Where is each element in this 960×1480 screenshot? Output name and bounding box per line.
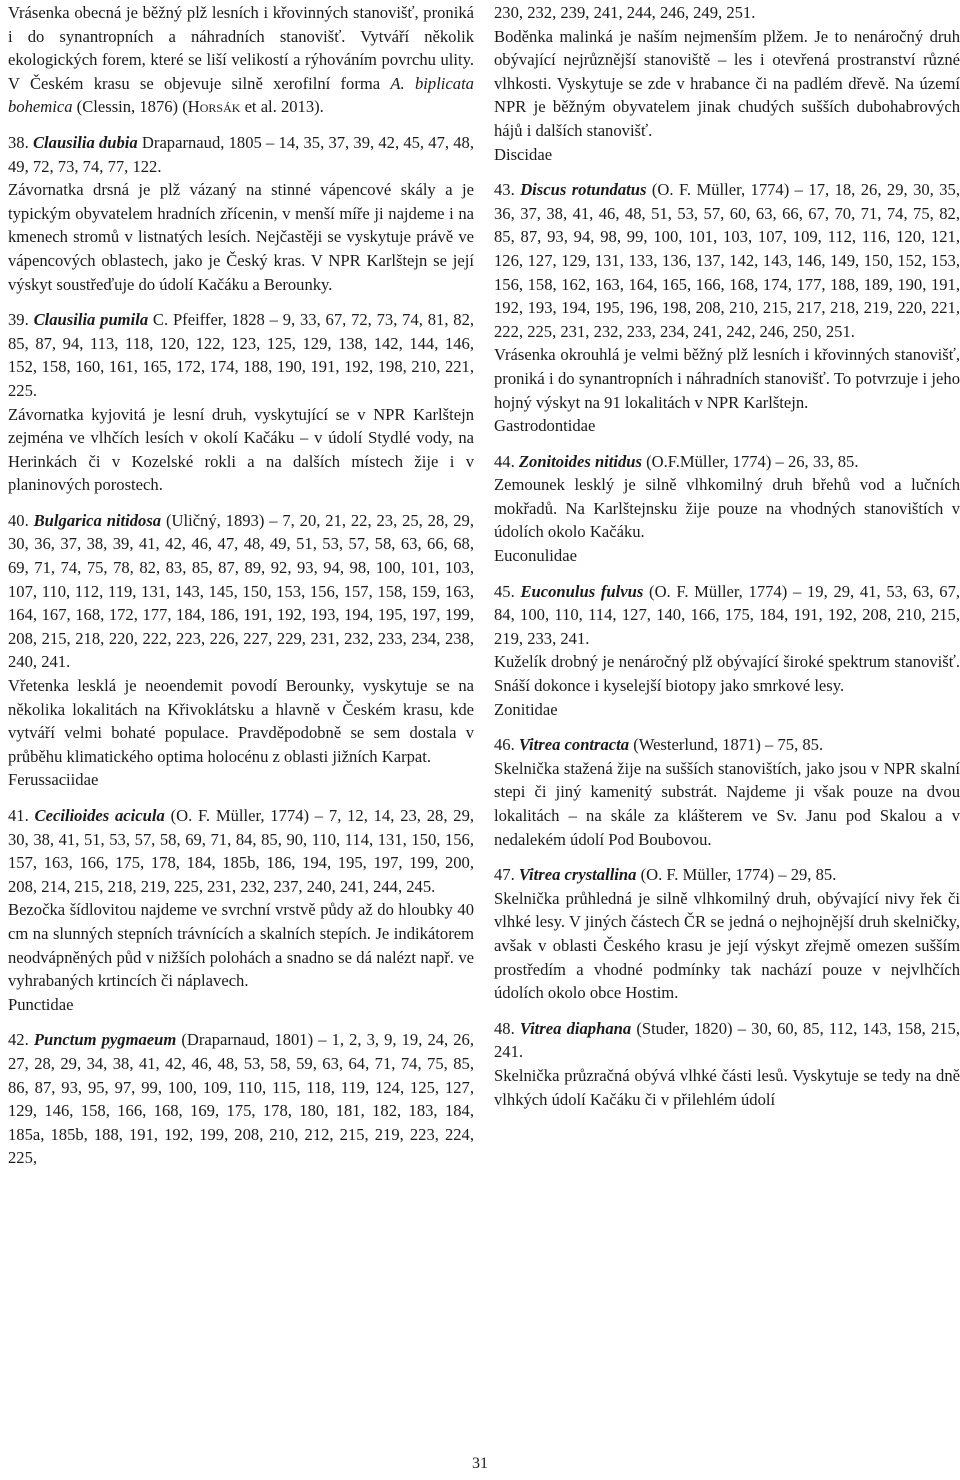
- species-localities: C. Pfeiffer, 1828 – 9, 33, 67, 72, 73, 74, 81, 82, 85, 87, 94, 113, 118, 120, 122, 123, 125, 129, 138, 142, 144, 146, 152, 158, 160, 161, 165, 172, 174, 188, 190, 191, 192, 198, 210, 221, 225.: [8, 310, 475, 400]
- species-name: Zonitoides nitidus: [518, 451, 642, 471]
- species-42-localities-continued: 230, 232, 239, 241, 244, 246, 249, 251.: [494, 3, 756, 22]
- species-localities: (O. F. Müller, 1774) – 17, 18, 26, 29, 30, 35, 36, 37, 38, 41, 46, 48, 51, 53, 57, 60, 63, 66, 67, 70, 71, 74, 75, 82, 85, 87, 93, 94, 98, 99, 100, 101, 103, 107, 109, 112, 116, 120, 121, 126, 127, 129, 131, 133, 136, 137, 142, 143, 146, 149, 150, 152, 153, 156, 158, 162, 163, 164, 165, 166, 168, 174, 177, 188, 189, 190, 191, 192, 193, 194, 195, 196, 198, 208, 210, 215, 217, 218, 219, 220, 221, 222, 225, 231, 232, 233, 234, 241, 242, 246, 250, 251.: [494, 180, 960, 341]
- species-45-header: [494, 580, 960, 651]
- left-column: [8, 1, 474, 1170]
- species-48-header: [494, 1017, 960, 1064]
- species-localities: (Uličný, 1893) – 7, 20, 21, 22, 23, 25, 28, 29, 30, 36, 37, 38, 39, 41, 42, 46, 47, 48, 49, 51, 53, 57, 58, 63, 66, 68, 69, 71, 74, 75, 78, 82, 83, 85, 87, 89, 92, 93, 94, 98, 100, 101, 103, 107, 110, 112, 119, 131, 143, 145, 150, 153, 156, 157, 158, 159, 163, 164, 167, 168, 172, 177, 184, 186, 191, 192, 193, 194, 195, 197, 199, 208, 215, 218, 220, 222, 223, 226, 227, 229, 231, 232, 233, 234, 238, 240, 241.: [8, 510, 475, 672]
- family-heading-gastrodontidae: Gastrodontidae: [494, 416, 596, 436]
- intro-citation-author: Horsák: [187, 97, 241, 117]
- species-name: Euconulus fulvus: [520, 581, 644, 601]
- species-number: 44.: [494, 451, 519, 471]
- species-43-description: Vrásenka okrouhlá je velmi běžný plž lesních i křovinných stanovišť, proniká i do synantropních i náhradních stanovišť. To potvrzuje i jeho hojný výskyt na 91 lokalitách v NPR Karlštejn.: [494, 345, 960, 412]
- species-name: Vitrea crystallina: [518, 865, 637, 885]
- family-heading-zonitidae: Zonitidae: [494, 699, 558, 719]
- intro-paragraph: [8, 1, 474, 119]
- intro-author: (Clessin, 1876) (: [72, 97, 188, 117]
- species-number: 41.: [8, 806, 35, 825]
- species-40-description: Vřetenka lesklá je neoendemit povodí Berounky, vyskytuje se na několika lokalitách na Křivoklátsku a hlavně v Českém krasu, kde vytváří velmi bohaté populace. Pravděpodobně se sem dostala v průběhu klimatického optima holocénu z oblasti jižních Karpat.: [8, 676, 474, 766]
- species-name: Vitrea diaphana: [519, 1018, 632, 1038]
- species-44-description: Zemounek lesklý je silně vlhkomilný druh břehů vod a lučních mokřadů. Na Karlštejnsku žije pouze na vhodných stanovištích v údolích okolo Kačáku.: [494, 475, 960, 542]
- species-number: 39.: [8, 310, 34, 330]
- intro-text: Vrásenka obecná je běžný plž lesních i křovinných stanovišť, proniká i do synantropních a náhradních stanovišť. Vytváří několik ekologických forem, které se liší velikostí a rýhováním povrchu ulity. V Českém krasu se objevuje silně xerofilní forma: [8, 3, 474, 93]
- species-number: 43.: [494, 180, 521, 200]
- species-name: Bulgarica nitidosa: [33, 510, 162, 530]
- species-42-description: Boděnka malinká je naším nejmenším plžem. Je to nenáročný druh obývající nejrůznější stanoviště – les i otevřená prostranství různé vlhkosti. Vyskytuje se zde v hrabance či na padlém dřevě. Na území NPR je běžným obyvatelem jinak chudých sušších dubohabrových hájů i dalších stanovišť.: [494, 26, 960, 140]
- species-40-header: [8, 509, 474, 674]
- species-localities: (O. F. Müller, 1774) – 7, 12, 14, 23, 28, 29, 30, 38, 41, 51, 53, 57, 58, 69, 71, 84, 85, 90, 110, 114, 131, 150, 156, 157, 163, 166, 175, 178, 184, 185b, 186, 194, 195, 197, 199, 200, 208, 214, 215, 218, 219, 225, 231, 232, 237, 240, 241, 244, 245.: [8, 806, 475, 896]
- family-heading-discidae: Discidae: [494, 144, 553, 164]
- family-heading-ferussaciidae: Ferussaciidae: [8, 770, 99, 790]
- species-46-description: Skelnička stažená žije na sušších stanovištích, jako jsou v NPR skalní stepi či jiný kamenitý substrát. Najdeme ji však pouze na dvou lokalitách – na skále za klášterem ve Sv. Janu pod Skalou a v nedalekém údolí Pod Boubovou.: [494, 758, 960, 849]
- species-38-description: Závornatka drsná je plž vázaný na stinné vápencové skály a je typickým obyvatelem hradních zřícenin, v menší míře ji najdeme i na kmenech stromů v listnatých lesích. Nejčastěji se vyskytuje právě ve vápencových oblastech, jako je Český kras. V NPR Karlštejn se její výskyt soustřeďuje do údolí Kačáku a Berounky.: [8, 180, 474, 294]
- species-localities: (O.F.Müller, 1774) – 26, 33, 85.: [642, 451, 859, 471]
- page-number: 31: [472, 1455, 488, 1472]
- species-number: 42.: [8, 1030, 34, 1050]
- species-41-header: [8, 804, 474, 898]
- species-name: Cecilioides acicula: [34, 806, 165, 825]
- species-localities: Draparnaud, 1805 – 14, 35, 37, 39, 42, 45, 47, 48, 49, 72, 73, 74, 77, 122.: [8, 132, 475, 176]
- species-number: 45.: [494, 581, 521, 601]
- species-localities: (Draparnaud, 1801) – 1, 2, 3, 9, 19, 24, 26, 27, 28, 29, 34, 38, 41, 42, 46, 48, 53, 58, 59, 63, 64, 71, 74, 75, 85, 86, 87, 93, 95, 97, 99, 100, 109, 110, 115, 118, 119, 124, 125, 127, 129, 146, 158, 166, 168, 169, 175, 178, 180, 181, 182, 183, 184, 185a, 185b, 188, 191, 192, 199, 208, 210, 212, 215, 219, 223, 224, 225,: [8, 1030, 475, 1168]
- species-localities: (O. F. Müller, 1774) – 19, 29, 41, 53, 63, 67, 84, 100, 110, 114, 127, 140, 166, 175, 184, 191, 192, 208, 210, 215, 219, 233, 241.: [494, 581, 960, 648]
- species-name: Discus rotundatus: [520, 180, 647, 200]
- species-39-header: [8, 308, 474, 402]
- species-localities: (Westerlund, 1871) – 75, 85.: [629, 735, 824, 755]
- species-name: Vitrea contracta: [518, 735, 630, 755]
- intro-taxon: A. biplicata bohemica: [8, 73, 474, 117]
- species-number: 47.: [494, 865, 519, 885]
- species-localities: (O. F. Müller, 1774) – 29, 85.: [636, 865, 837, 885]
- species-47-header: [494, 863, 960, 887]
- right-column: [494, 1, 960, 1111]
- species-44-header: [494, 450, 960, 474]
- species-number: 38.: [8, 132, 33, 152]
- species-number: 46.: [494, 735, 519, 755]
- species-48-description: Skelnička průzračná obývá vlhké části lesů. Vyskytuje se tedy na dně vlhkých údolí Kačáku či v přilehlém údolí: [494, 1065, 960, 1109]
- species-name: Clausilia pumila: [33, 310, 149, 330]
- species-46-header: [494, 733, 960, 757]
- family-heading-euconulidae: Euconulidae: [494, 546, 577, 566]
- species-47-description: Skelnička průhledná je silně vlhkomilný druh, obývající nivy řek či vlhké lesy. V jiných částech ČR se jedná o nejhojnější druh skelničky, avšak v oblasti Českého krasu je její výskyt zřejmě omezen sušším prostředím a vhodné podmínky tak nachází pouze v nejvlhčích údolích okolo obce Hostim.: [494, 888, 960, 1003]
- intro-citation-tail: et al. 2013).: [240, 97, 324, 117]
- species-41-description: Bezočka šídlovitou najdeme ve svrchní vrstvě půdy až do hloubky 40 cm na slunných stepních trávnících a skalních stepích. Je indikátorem neodvápněných půd v nižších polohách a snadno se dá nalézt např. ve vyhrabaných krtincích či náplavech.: [8, 900, 474, 991]
- species-number: 40.: [8, 510, 34, 530]
- family-heading-punctidae: Punctidae: [8, 994, 74, 1014]
- species-43-header: [494, 178, 960, 343]
- species-45-description: Kuželík drobný je nenáročný plž obývající široké spektrum stanovišť. Snáší dokonce i kyselejší biotopy jako smrkové lesy.: [494, 652, 960, 696]
- species-name: Punctum pygmaeum: [33, 1030, 177, 1050]
- species-39-description: Závornatka kyjovitá je lesní druh, vyskytující se v NPR Karlštejn zejména ve vlhčích lesích v okolí Kačáku – v údolí Stydlé vody, na Herinkách či v Kozelské rokli a na dalších místech žije i v planinových porostech.: [8, 404, 474, 495]
- species-localities: (Studer, 1820) – 30, 60, 85, 112, 143, 158, 215, 241.: [494, 1018, 960, 1062]
- species-38-header: [8, 131, 474, 178]
- species-name: Clausilia dubia: [32, 132, 138, 152]
- species-42-header: [8, 1028, 474, 1170]
- species-number: 48.: [494, 1018, 520, 1038]
